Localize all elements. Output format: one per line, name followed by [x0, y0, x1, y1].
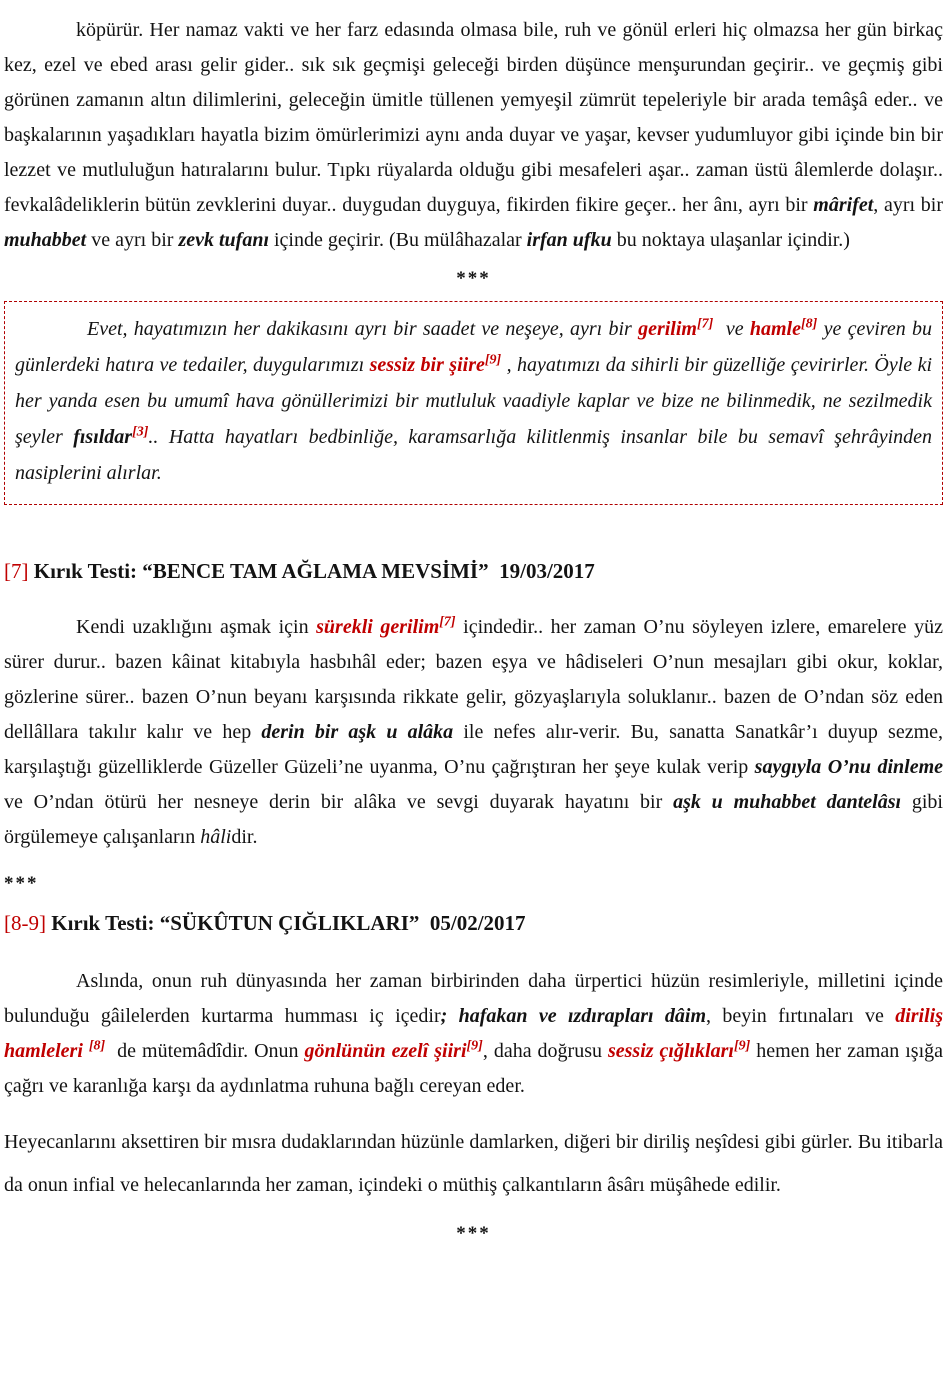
- text-run: saygıyla O’nu dinleme: [754, 756, 943, 778]
- text-run: .. Hatta hayatları bedbinliğe, karamsarlığa kilitlenmiş insanlar bile bu semavî şehrâyinden nasiplerini alırlar.: [15, 426, 933, 484]
- text-run: zevk tufanı: [178, 229, 269, 251]
- text-run: hemen her zaman ışığa çağrı ve karanlığa karşı da aydınlatma ruhuna bağlı cereyan eder.: [4, 1040, 944, 1097]
- intro-paragraph: [4, 13, 943, 258]
- text-run: sessiz bir şiire: [369, 354, 485, 376]
- text-run: ve: [713, 318, 750, 340]
- text-run: , ayrı bir: [873, 194, 943, 216]
- footnote-heading-8-9: [4, 909, 943, 937]
- text-run: [8]: [88, 1038, 106, 1054]
- text-run: hamle: [749, 318, 801, 340]
- text-run: [8-9]: [4, 911, 52, 935]
- text-run: gibi örgülemeye çalışanların: [4, 791, 943, 848]
- text-run: [9]: [733, 1038, 751, 1054]
- text-run: Aslında, onun ruh dünyasında her zaman birbirinden daha ürpertici hüzün resimleriyle, milletini içinde bulunduğu gâilelerden kurtarma humması iç içedir: [4, 970, 943, 1027]
- text-run: [8]: [801, 316, 818, 332]
- text-run: fısıldar: [73, 426, 133, 448]
- text-run: sürekli gerilim: [316, 616, 440, 638]
- text-run: Kırık Testi: “SÜKÛTUN ÇIĞLIKLARI” 05/02/2017: [51, 911, 526, 935]
- text-run: ; hafakan ve ızdırapları dâim: [440, 1005, 706, 1027]
- text-run: Kırık Testi: “BENCE TAM AĞLAMA MEVSİMİ” 19/03/2017: [33, 559, 595, 583]
- text-run: , beyin fırtınaları ve: [706, 1005, 896, 1027]
- section-separator-left: ***: [4, 873, 39, 894]
- quote-box: [4, 301, 943, 505]
- text-run: Kendi uzaklığını aşmak için: [76, 616, 317, 638]
- text-run: hâli: [200, 826, 232, 848]
- text-run: derin bir aşk u alâka: [261, 721, 454, 743]
- footnote-7-paragraph: [4, 610, 943, 855]
- text-run: irfan ufku: [526, 229, 612, 251]
- text-run: ye çeviren bu günlerdeki hatıra ve tedailer, duygularımızı: [15, 318, 932, 376]
- text-run: [7]: [439, 614, 456, 630]
- footnote-8-9-paragraph: [4, 964, 943, 1104]
- text-run: içindedir.. her zaman O’nu söyleyen izlere, emarelere yüz sürer durur.. bazen kâinat kitabıyla hasbıhâl eder; bazen eşya ve hâdiseleri O’nun mesajları gibi okur, koklar, gözlerine sürer.. bazen O’nun beyanı karşısında rikkate gelir, gözyaşlarıyla soluklanır.. bazen de O’ndan söz eden dellâllara takılır kalır ve hep: [4, 616, 943, 743]
- text-run: mârifet: [813, 194, 874, 216]
- text-run: aşk u muhabbet dantelâsı: [673, 791, 902, 813]
- footnote-heading-7: [4, 557, 943, 585]
- closing-paragraph: [4, 1121, 943, 1207]
- text-run: , daha doğrusu: [482, 1040, 608, 1062]
- text-run: sessiz çığlıkları: [607, 1040, 734, 1062]
- text-run: ile nefes alır-verir. Bu, sanatta Sanatkâr’ı duyup sezme, karşılaştığı güzelliklerde Güzeller Güzeli’ne uyanma, O’nu çağrıştıran her şeye kulak verip: [4, 721, 944, 778]
- text-run: [7]: [696, 316, 714, 332]
- quote-paragraph: [15, 311, 932, 491]
- text-run: muhabbet: [4, 229, 87, 251]
- text-run: dir.: [231, 826, 258, 848]
- text-run: [9]: [466, 1038, 483, 1054]
- text-run: gerilim: [638, 318, 697, 340]
- text-run: de mütemâdîdir. Onun: [105, 1040, 305, 1062]
- text-run: ve O’ndan ötürü her nesneye derin bir alâka ve sevgi duyarak hayatını bir: [4, 791, 674, 813]
- text-run: gönlünün ezelî şiiri: [304, 1040, 467, 1062]
- text-run: diriliş hamleleri: [4, 1005, 944, 1062]
- text-run: içinde geçirir. (Bu mülâhazalar: [269, 229, 527, 251]
- section-separator-top: ***: [456, 268, 491, 289]
- text-run: ve ayrı bir: [86, 229, 179, 251]
- text-run: Heyecanlarını aksettiren bir mısra dudaklarından hüzünle damlarken, diğeri bir diriliş neşîdesi gibi gürler. Bu itibarla da onun infial ve helecanlarında her zaman, içindeki o müthiş çalkantıların âsârı müşâhede edilir.: [4, 1131, 943, 1196]
- text-run: , hayatımızı da sihirli bir güzelliğe çevirirler. Öyle ki her yanda esen bu umumî hava gönüllerimizi bir mutluluk vaadiyle kaplar ve bize ne bilinmedik, ne sezilmedik şeyler: [15, 354, 933, 448]
- text-run: Evet, hayatımızın her dakikasını ayrı bir saadet ve neşeye, ayrı bir: [87, 318, 639, 340]
- text-run: bu noktaya ulaşanlar içindir.): [611, 229, 850, 251]
- text-run: köpürür. Her namaz vakti ve her farz edasında olmasa bile, ruh ve gönül erleri hiç olmazsa her gün birkaç kez, ezel ve ebed arası gelir gider.. sık sık geçmişi geleceği birden düşünce menşurundan geçirir.. ve geçmiş gibi görünen zamanın altın dilimlerini, geleceğin ümitle tüllenen yemyeşil zümrüt tepeleriyle bir arada temâşâ eder.. ve başkalarının yaşadıkları hayatla bizim ömürlerimizi aynı anda duyar ve yaşar, kevser yudumluyor gibi içinde bin bir lezzet ve mutluluğun hatıralarını bulur. Tıpkı rüyalarda olduğu gibi mesafeleri aşar.. zaman üstü âlemlerde dolaşır.. fevkalâdeliklerin bütün zevklerini duyar.. duygudan duyguya, fikirden fikire geçer.. her ânı, ayrı bir: [4, 19, 943, 216]
- text-run: [7]: [4, 559, 34, 583]
- text-run: [9]: [484, 352, 502, 368]
- text-run: [3]: [132, 424, 149, 440]
- section-separator-bottom: ***: [456, 1223, 491, 1244]
